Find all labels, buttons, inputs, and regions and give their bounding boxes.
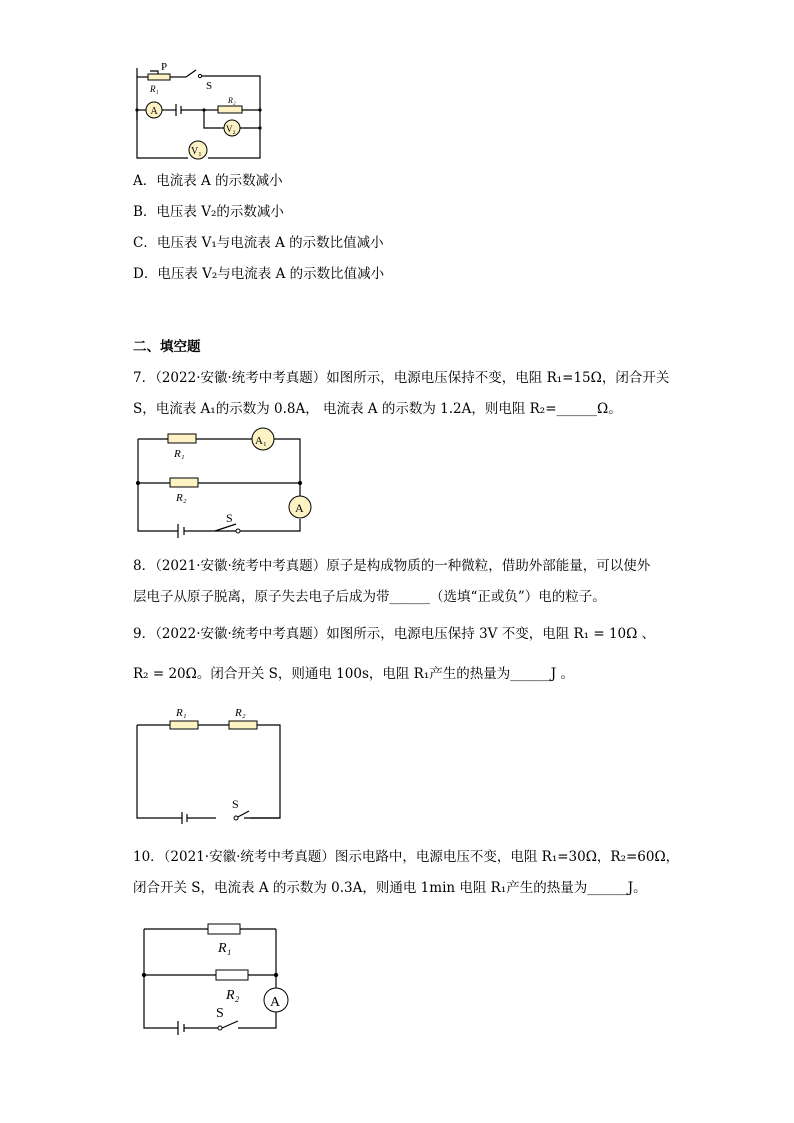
q6-label-p: P — [161, 61, 168, 73]
q10-label-r2: R₂ — [226, 988, 240, 1003]
q6-label-s: S — [206, 80, 213, 92]
q6-label-v2: V₂ — [226, 124, 236, 134]
q10-label-r1: R₁ — [218, 941, 232, 956]
q6-rheostat-r1 — [148, 74, 170, 80]
q7-circuit-diagram — [130, 425, 320, 537]
q7-label-r1: R₁ — [174, 448, 185, 460]
q10-text-line2: 闭合开关 S，电流表 A 的示数为 0.3A，则通电 1min 电阻 R₁产生的热量为______J。 — [133, 880, 647, 896]
q7-label-a1: A₁ — [255, 435, 267, 447]
q8-text-line1: 8．（2021·安徽·统考中考真题）原子是构成物质的一种微粒，借助外部能量，可以使外 — [133, 558, 651, 574]
q6-option-a: A．电流表 A 的示数减小 — [133, 173, 283, 189]
q10-label-s: S — [216, 1006, 224, 1021]
q6-option-b: B．电压表 V₂的示数减小 — [133, 204, 284, 220]
q6-label-r2: R₂ — [228, 96, 236, 105]
q9-resistor-r2 — [229, 721, 257, 729]
q9-text-line1: 9．（2022·安徽·统考中考真题）如图所示，电源电压保持 3V 不变，电阻 R₁ = 10Ω 、 — [133, 626, 656, 642]
q9-text-line2: R₂ = 20Ω。闭合开关 S，则通电 100s，电阻 R₁产生的热量为______J 。 — [133, 666, 574, 682]
q6-option-d: D．电压表 V₂与电流表 A 的示数比值减小 — [133, 266, 385, 282]
q7-resistor-r2 — [170, 478, 198, 487]
q10-label-a: A — [270, 995, 281, 1010]
q6-circuit-diagram — [128, 58, 268, 163]
q10-circuit-diagram — [138, 918, 298, 1033]
q8-text-line2: 层电子从原子脱离，原子失去电子后成为带______（选填“正或负”）电的粒子。 — [133, 589, 606, 605]
q10-resistor-r1 — [208, 924, 240, 934]
q7-text-line2: S，电流表 A₁的示数为 0.8A， 电流表 A 的示数为 1.2A，则电阻 R₂=______Ω。 — [133, 401, 622, 417]
q6-label-v1: V₁ — [191, 146, 202, 157]
q7-label-s: S — [226, 511, 233, 525]
q7-text-line1: 7．（2022·安徽·统考中考真题）如图所示，电源电压保持不变，电阻 R₁=15Ω，闭合开关 — [133, 370, 670, 386]
q7-label-a: A — [295, 501, 304, 515]
q6-resistor-r2 — [218, 106, 242, 113]
q9-label-s: S — [232, 797, 239, 811]
q9-label-r1: R₁ — [176, 707, 187, 719]
q6-label-a: A — [150, 106, 158, 117]
q7-label-r2: R₂ — [176, 492, 187, 504]
q6-label-r1: R₁ — [150, 84, 159, 94]
q6-option-c: C．电压表 V₁与电流表 A 的示数比值减小 — [133, 235, 384, 251]
q9-circuit-diagram — [132, 704, 287, 829]
q9-label-r2: R₂ — [235, 707, 246, 719]
q10-text-line1: 10．（2021·安徽·统考中考真题）图示电路中，电源电压不变，电阻 R₁=30Ω，R₂=60Ω， — [133, 849, 680, 865]
q10-resistor-r2 — [216, 970, 248, 980]
section-title: 二、填空题 — [133, 339, 201, 355]
q9-resistor-r1 — [170, 721, 198, 729]
q7-resistor-r1 — [168, 434, 196, 443]
